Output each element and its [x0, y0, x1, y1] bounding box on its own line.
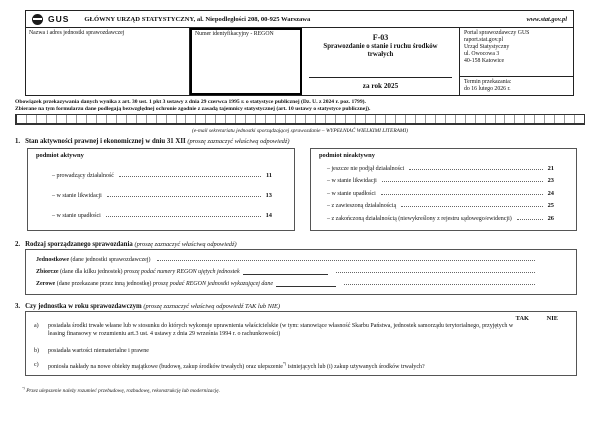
- regon-blank-field[interactable]: [243, 268, 328, 275]
- email-char-cell[interactable]: [157, 115, 167, 123]
- email-char-cell[interactable]: [476, 115, 486, 123]
- option-label: – w stanie upadłości: [52, 213, 101, 219]
- email-char-cell[interactable]: [525, 115, 535, 123]
- option-label: – w stanie likwidacji: [52, 193, 102, 199]
- form-year: za rok 2025: [362, 82, 399, 90]
- option-code[interactable]: 23: [547, 177, 554, 184]
- email-char-cell[interactable]: [406, 115, 416, 123]
- section3-heading: Czy jednostka w roku sprawozdawczym: [25, 303, 144, 310]
- question-text-part1: poniosła nakłady na nowe obiekty majątkowe (budowę, zakup środków trwałych) oraz ulepszenie: [48, 364, 283, 371]
- email-char-cell[interactable]: [316, 115, 326, 123]
- option-label: – z zakończoną działalnością (niewykreślony z rejestru sądowego/ewidencji): [327, 215, 512, 222]
- report-type-term[interactable]: Jednostkowe: [36, 257, 70, 263]
- email-char-cell[interactable]: [117, 115, 127, 123]
- email-char-cell[interactable]: [446, 115, 456, 123]
- email-char-cell[interactable]: [206, 115, 216, 123]
- portal-line: Portal sprawozdawczy GUS: [464, 30, 530, 36]
- inactive-entity-box: [310, 148, 577, 231]
- dotted-leader: [382, 181, 543, 182]
- question-text: posiadała wartości niematerialne i prawne: [48, 347, 149, 354]
- dotted-leader: [381, 194, 543, 195]
- dotted-leader: [106, 216, 261, 217]
- option-code[interactable]: 25: [547, 202, 554, 209]
- email-comb[interactable]: [15, 114, 585, 125]
- question-text: [48, 362, 425, 372]
- option-code[interactable]: 24: [547, 189, 554, 197]
- email-char-cell[interactable]: [17, 115, 27, 123]
- email-char-cell[interactable]: [426, 115, 436, 123]
- dotted-leader: [336, 272, 535, 273]
- email-char-cell[interactable]: [77, 115, 87, 123]
- email-char-cell[interactable]: [545, 115, 555, 123]
- section3-title: [15, 303, 280, 310]
- option-code[interactable]: 14: [265, 212, 272, 219]
- section2-heading: Rodzaj sporządzanego sprawozdania: [25, 241, 135, 248]
- email-char-cell[interactable]: [147, 115, 157, 123]
- email-char-cell[interactable]: [336, 115, 346, 123]
- email-char-cell[interactable]: [97, 115, 107, 123]
- email-char-cell[interactable]: [436, 115, 446, 123]
- option-row: [327, 177, 568, 184]
- email-char-cell[interactable]: [496, 115, 506, 123]
- email-char-cell[interactable]: [286, 115, 296, 123]
- option-row: [327, 165, 568, 172]
- dotted-leader: [157, 260, 535, 261]
- question-letter: c): [34, 362, 39, 369]
- email-char-cell[interactable]: [177, 115, 187, 123]
- question-row-b[interactable]: [34, 348, 568, 356]
- unit-name-address-field[interactable]: [26, 28, 190, 95]
- section2-title: [15, 241, 237, 248]
- report-type-row: [36, 268, 566, 275]
- regon-blank-field[interactable]: [276, 280, 336, 287]
- email-char-cell[interactable]: [266, 115, 276, 123]
- section2-hint: (proszę zaznaczyć właściwą odpowiedź): [134, 241, 237, 248]
- email-char-cell[interactable]: [535, 115, 545, 123]
- deadline-value: do 16 lutego 2026 r.: [464, 85, 511, 92]
- option-code[interactable]: 26: [547, 214, 554, 222]
- email-char-cell[interactable]: [296, 115, 306, 123]
- form-title: Sprawozdanie o stanie i ruchu środków trwałych: [323, 43, 438, 58]
- section1-title: [15, 138, 290, 145]
- email-char-cell[interactable]: [575, 115, 584, 123]
- org-address: al. Niepodległości 208, 00-925 Warszawa: [195, 15, 311, 23]
- form-code: F-03: [372, 33, 389, 42]
- email-char-cell[interactable]: [87, 115, 97, 123]
- email-char-cell[interactable]: [515, 115, 525, 123]
- inactive-heading: podmiot nieaktywny: [319, 152, 375, 159]
- report-type-row: [36, 257, 566, 263]
- email-char-cell[interactable]: [306, 115, 316, 123]
- email-char-cell[interactable]: [216, 115, 226, 123]
- dotted-leader: [517, 219, 543, 220]
- office-city: 40-158 Katowice: [464, 57, 505, 64]
- option-label: – w stanie upadłości: [327, 190, 376, 197]
- email-char-cell[interactable]: [196, 115, 206, 123]
- email-char-cell[interactable]: [167, 115, 177, 123]
- email-char-cell[interactable]: [57, 115, 67, 123]
- email-char-cell[interactable]: [186, 115, 196, 123]
- option-label: – jeszcze nie podjął działalności: [327, 165, 405, 172]
- deadline-label: Termin przekazania:: [464, 78, 512, 85]
- yes-no-questions-box: [25, 311, 577, 376]
- email-char-cell[interactable]: [47, 115, 57, 123]
- option-row: [327, 202, 568, 209]
- header-table: [25, 10, 574, 96]
- email-char-cell[interactable]: [486, 115, 496, 123]
- question-text: posiadała środki trwałe własne lub w stosunku do których wykonuje uprawnienia właścicielskie (w tym: stanowiące własność Skarbu Państwa, jednostek samorządu terytorialnego, przyjętych w leasing finansowy w rozumieniu art.3 ust. 4 ustawy z dnia 29 września 1994 r. o rachunkowości): [48, 323, 514, 337]
- stat-gov-link: www.stat.gov.pl: [526, 15, 567, 23]
- report-type-note: proszę podać numery REGON ujętych jednostek: [124, 269, 240, 275]
- option-code[interactable]: 21: [547, 164, 554, 172]
- footnote-marker: *): [22, 386, 25, 390]
- option-row: [327, 215, 568, 222]
- yes-no-header: [34, 315, 568, 322]
- question-letter: b): [34, 347, 39, 354]
- option-row: [327, 190, 568, 197]
- dotted-leader: [401, 206, 542, 207]
- report-type-desc: (dane dla kilku jednostek): [58, 269, 125, 275]
- report-type-desc: (dane przekazane przez inną jednostkę): [55, 281, 153, 287]
- question-row-c[interactable]: [34, 362, 568, 372]
- email-char-cell[interactable]: [67, 115, 77, 123]
- gus-logo-icon: [32, 14, 43, 25]
- report-type-note: proszę podać REGON jednostki wykazującej dane: [152, 281, 274, 287]
- email-char-cell[interactable]: [37, 115, 47, 123]
- footnote-text: Przez ulepszenie należy rozumieć przebudowę, rozbudowę, rekonstrukcję lub modernizację.: [24, 387, 220, 394]
- section3-number: 3.: [15, 303, 21, 310]
- legal-line-2: Zbierane na tym formularzu dane podlegają bezwzględnej ochronie zgodnie z zasadą tajemnicy statystycznej (art. 10 ustawy o statystyce publicznej).: [15, 106, 371, 113]
- email-char-cell[interactable]: [416, 115, 426, 123]
- dotted-leader: [107, 196, 261, 197]
- option-label: – w stanie likwidacji: [327, 178, 377, 184]
- option-label: – z zawieszoną działalnością: [327, 203, 397, 209]
- email-char-cell[interactable]: [555, 115, 565, 123]
- email-char-cell[interactable]: [27, 115, 37, 123]
- portal-info-cell: [460, 28, 573, 95]
- org-name: GŁÓWNY URZĄD STATYSTYCZNY,: [84, 15, 196, 23]
- report-type-box: [25, 249, 577, 295]
- portal-url: raport.stat.gov.pl: [464, 36, 504, 43]
- section3-hint: (proszę zaznaczyć właściwą odpowiedź TAK lub NIE): [143, 303, 281, 310]
- regon-label: Numer identyfikacyjny - REGON: [195, 31, 274, 37]
- yes-column-label: TAK: [515, 315, 530, 322]
- email-char-cell[interactable]: [466, 115, 476, 123]
- section1-heading: Stan aktywności prawnej i ekonomicznej w dniu 31 XII: [25, 138, 188, 145]
- regon-input-box[interactable]: [190, 28, 302, 95]
- email-char-cell[interactable]: [346, 115, 356, 123]
- option-label: – prowadzący działalność: [52, 173, 114, 179]
- form-title-cell: [302, 28, 460, 95]
- active-heading: podmiot aktywny: [36, 152, 84, 159]
- office-name: Urząd Statystyczny: [464, 43, 510, 50]
- unit-name-label: Nazwa i adres jednostki sprawozdawczej: [29, 30, 125, 36]
- dotted-leader: [344, 284, 535, 285]
- email-char-cell[interactable]: [356, 115, 366, 123]
- email-char-cell[interactable]: [386, 115, 396, 123]
- email-char-cell[interactable]: [226, 115, 236, 123]
- section1-number: 1.: [15, 138, 21, 145]
- report-type-term[interactable]: Zerowe: [36, 281, 56, 287]
- question-row-a[interactable]: [34, 323, 568, 339]
- no-column-label: NIE: [546, 315, 558, 322]
- email-char-cell[interactable]: [276, 115, 286, 123]
- question-letter: a): [34, 323, 39, 329]
- email-char-cell[interactable]: [565, 115, 575, 123]
- email-char-cell[interactable]: [256, 115, 266, 123]
- report-type-row: [36, 280, 566, 287]
- org-name-address: [84, 16, 310, 23]
- report-type-term[interactable]: Zbiorcze: [36, 269, 59, 275]
- email-char-cell[interactable]: [396, 115, 406, 123]
- email-char-cell[interactable]: [326, 115, 336, 123]
- header-bottom-row: [26, 28, 573, 95]
- dotted-leader: [409, 169, 542, 170]
- section1-hint: (proszę zaznaczyć właściwą odpowiedź): [187, 138, 290, 145]
- footnote-marker: *): [282, 362, 287, 367]
- option-row: [52, 212, 286, 219]
- email-char-cell[interactable]: [366, 115, 376, 123]
- section2-number: 2.: [15, 241, 21, 248]
- option-row: [52, 192, 286, 199]
- active-entity-box: [27, 148, 295, 231]
- legal-line-1: Obowiązek przekazywania danych wynika z art. 30 ust. 1 pkt 3 ustawy z dnia 29 czerwca 1995 r. o statystyce publicznej (Dz. U. z 2024 r. poz. 1799).: [15, 99, 366, 105]
- email-caption: (e-mail sekretariatu jednostki sporządzającej sprawozdanie – WYPEŁNIAĆ WIELKIMI LITERAMI): [191, 128, 408, 134]
- header-top-row: [26, 11, 573, 28]
- email-char-cell[interactable]: [505, 115, 515, 123]
- email-char-cell[interactable]: [246, 115, 256, 123]
- gus-logo-text: GUS: [48, 14, 70, 24]
- email-char-cell[interactable]: [137, 115, 147, 123]
- question-text-part2: istniejących lub (i) zakup używanych środków trwałych?: [286, 364, 425, 371]
- office-street: ul. Owocowa 3: [464, 50, 500, 57]
- email-char-cell[interactable]: [127, 115, 137, 123]
- option-row: [52, 172, 286, 179]
- portal-info: [460, 28, 573, 76]
- footnote: [22, 386, 220, 394]
- email-char-cell[interactable]: [456, 115, 466, 123]
- email-char-cell[interactable]: [376, 115, 386, 123]
- report-type-desc: (dane jednostki sprawozdawczej): [69, 257, 152, 263]
- email-char-cell[interactable]: [107, 115, 117, 123]
- dotted-leader: [119, 176, 261, 177]
- deadline-info: [460, 76, 573, 95]
- option-code[interactable]: 13: [265, 192, 272, 199]
- email-char-cell[interactable]: [236, 115, 246, 123]
- legal-note: [15, 99, 587, 114]
- option-code[interactable]: 11: [265, 172, 272, 179]
